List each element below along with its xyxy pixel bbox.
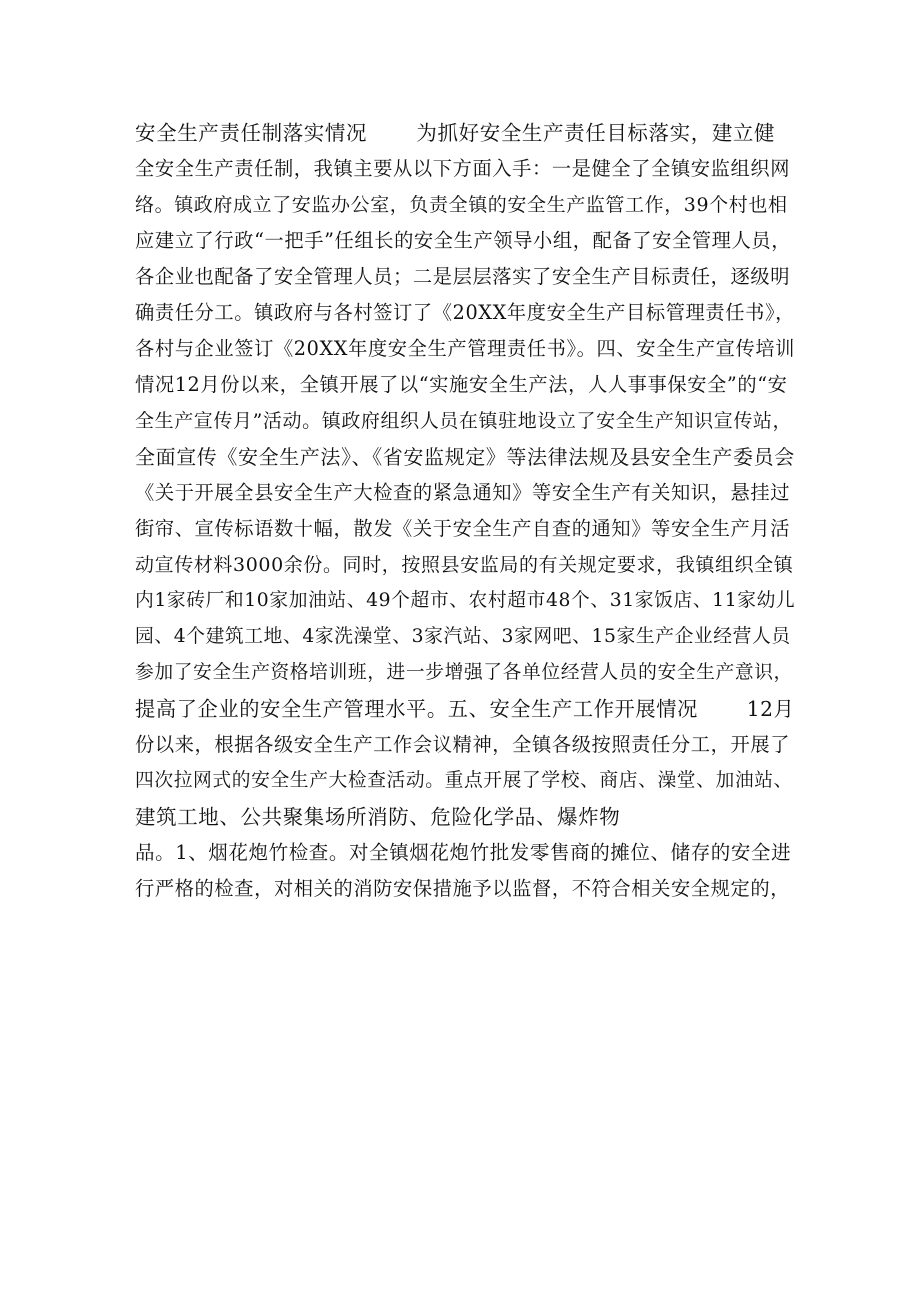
text-line: 各企业也配备了安全管理人员；二是层层落实了安全生产目标责任，逐级明	[135, 265, 791, 288]
text-line: 《关于开展全县安全生产大检查的紧急通知》等安全生产有关知识，悬挂过	[135, 481, 791, 504]
text-line: 各村与企业签订《20XX年度安全生产管理责任书》。四、安全生产宣传培训	[135, 337, 796, 360]
text-line: 动宣传材料3000余份。同时，按照县安监局的有关规定要求，我镇组织全镇	[135, 554, 794, 576]
text-line: 络。镇政府成立了安监办公室，负责全镇的安全生产监管工作，39个村也相	[135, 194, 788, 216]
text-line: 确责任分工。镇政府与各村签订了《20XX年度安全生产目标管理责任书》，	[135, 301, 796, 324]
text-line: 全安全生产责任制，我镇主要从以下方面入手：一是健全了全镇安监组织网	[135, 157, 791, 180]
text-line: 内1家砖厂和10家加油站、49个超市、农村超市48个、31家饭店、11家幼儿	[135, 590, 796, 611]
body-text	[135, 115, 795, 907]
text-line: 份以来，根据各级安全生产工作会议精神，全镇各级按照责任分工，开展了	[135, 733, 791, 756]
text-line: 行严格的检查，对相关的消防安保措施予以监督，不符合相关安全规定的，	[135, 877, 791, 900]
text-line: 全生产宣传月”活动。镇政府组织人员在镇驻地设立了安全生产知识宣传站，	[135, 410, 793, 432]
text-line: 园、4个建筑工地、4家洗澡堂、3家汽站、3家网吧、15家生产企业经营人员	[135, 626, 791, 647]
text-line: 建筑工地、公共聚集场所消防、危险化学品、爆炸物	[135, 805, 621, 829]
text-line: 应建立了行政“一把手”任组长的安全生产领导小组，配备了安全管理人员，	[135, 229, 792, 252]
text-line: 品。1、烟花炮竹检查。对全镇烟花炮竹批发零售商的摊位、储存的安全进	[135, 841, 792, 864]
text-line: 提高了企业的安全生产管理水平。五、安全生产工作开展情况 12月	[135, 697, 795, 721]
text-line: 全面宣传《安全生产法》、《省安监规定》等法律法规及县安全生产委员会	[135, 445, 795, 469]
text-line: 参加了安全生产资格培训班，进一步增强了各单位经营人员的安全生产意识，	[135, 662, 793, 683]
text-line: 街帘、宣传标语数十幅，散发《关于安全生产自查的通知》等安全生产月活	[135, 517, 791, 540]
text-line: 情况12月份以来，全镇开展了以“实施安全生产法，人人事事保安全”的“安	[135, 373, 788, 396]
text-line: 安全生产责任制落实情况 为抓好安全生产责任目标落实，建立健	[135, 121, 776, 145]
text-line: 四次拉网式的安全生产大检查活动。重点开展了学校、商店、澡堂、加油站、	[135, 770, 793, 791]
